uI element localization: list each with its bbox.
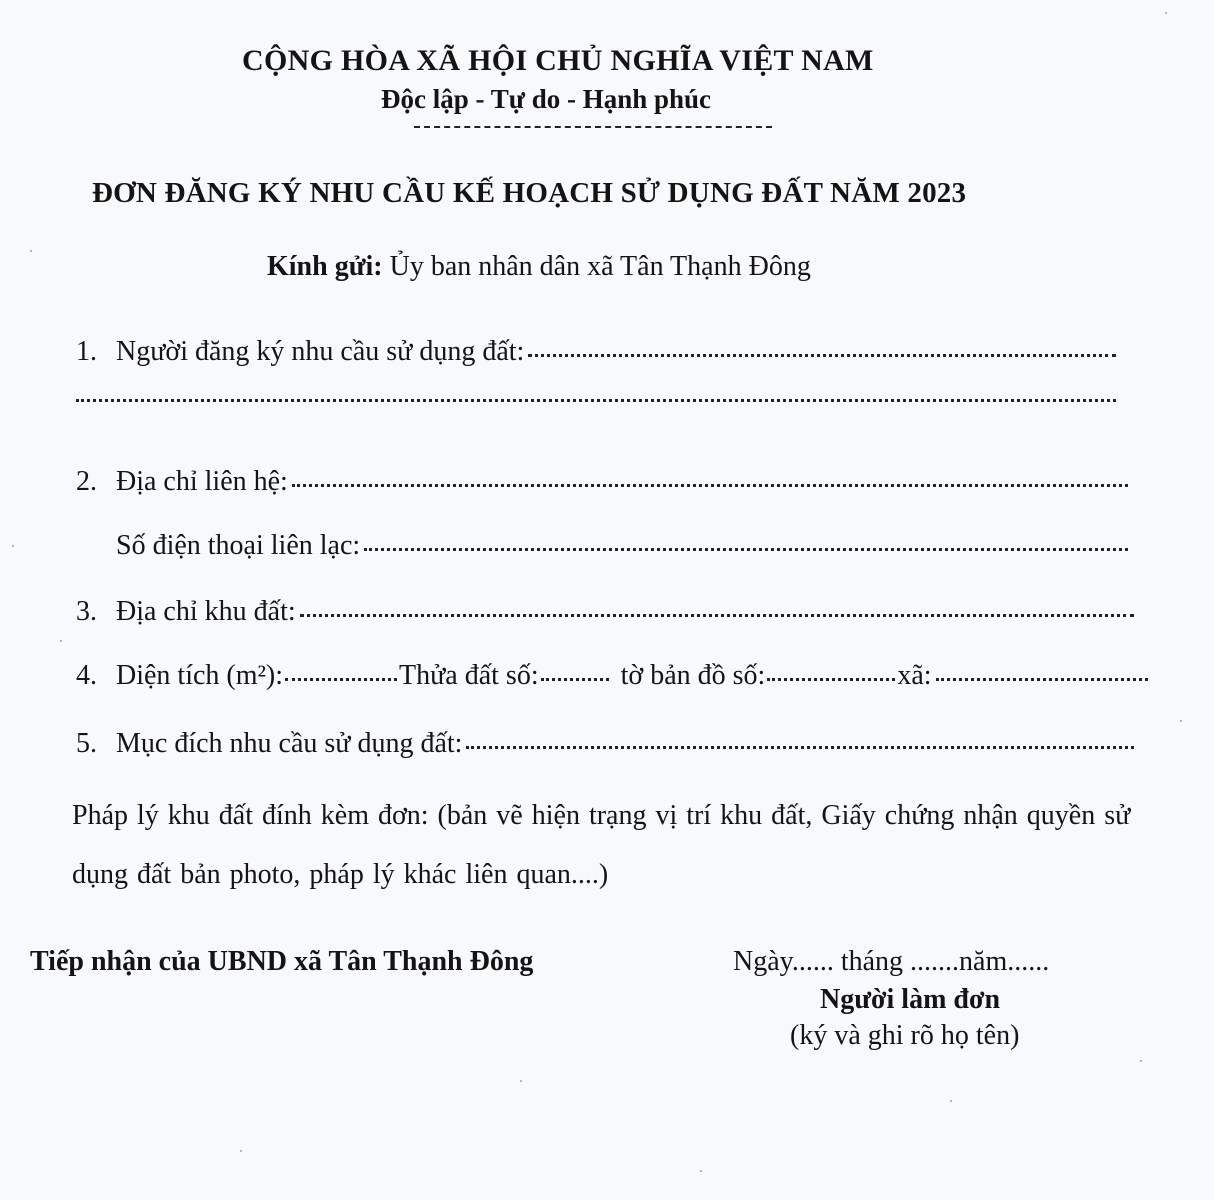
commune-blank[interactable] <box>936 674 1148 681</box>
header-separator <box>414 126 772 128</box>
scan-speck <box>1180 720 1182 722</box>
contact-address-blank[interactable] <box>292 480 1128 487</box>
phone-blank[interactable] <box>364 544 1128 551</box>
applicant-blank[interactable] <box>528 350 1116 357</box>
purpose-blank[interactable] <box>466 742 1134 749</box>
scan-speck <box>240 1150 242 1152</box>
scan-speck <box>520 1080 522 1082</box>
national-motto: Độc lập - Tự do - Hạnh phúc <box>381 84 712 114</box>
scan-speck <box>30 250 32 252</box>
legal-attachments-note: Pháp lý khu đất đính kèm đơn: (bản vẽ hiện trạng vị trí khu đất, Giấy chứng nhận quyền sử dụng đất bản photo, pháp lý khác liên quan....) <box>72 800 1131 890</box>
applicant-blank-2[interactable] <box>76 395 1116 402</box>
field-label: Địa chỉ khu đất: <box>116 596 296 627</box>
signature-note: (ký và ghi rõ họ tên) <box>790 1020 1020 1051</box>
recipient-label: Kính gửi: <box>267 251 383 282</box>
receiver-heading: Tiếp nhận của UBND xã Tân Thạnh Đông <box>30 946 534 977</box>
area-label: Diện tích (m²): <box>116 660 284 691</box>
land-address-blank[interactable] <box>300 610 1134 617</box>
map-sheet-blank[interactable] <box>767 674 895 681</box>
parcel-blank[interactable] <box>541 674 609 681</box>
field-number: 1. <box>76 336 97 367</box>
field-label: Người đăng ký nhu cầu sử dụng đất: <box>116 336 525 367</box>
commune-label: xã: <box>897 660 932 691</box>
field-land-address <box>76 596 1134 628</box>
area-blank[interactable] <box>285 674 397 681</box>
scan-speck <box>700 1170 702 1172</box>
applicant-heading: Người làm đơn <box>820 984 1001 1015</box>
field-label: Mục đích nhu cầu sử dụng đất: <box>116 728 463 759</box>
field-purpose <box>76 728 1134 760</box>
scan-speck <box>1165 12 1167 14</box>
field-area-parcel <box>76 660 1148 692</box>
field-applicant <box>76 336 1116 368</box>
scan-speck <box>950 1100 952 1102</box>
map-sheet-label: tờ bản đồ số: <box>620 660 766 691</box>
field-label: Địa chỉ liên hệ: <box>116 466 288 497</box>
scan-speck <box>12 545 14 547</box>
scan-speck <box>60 640 62 642</box>
recipient-value: Ủy ban nhân dân xã Tân Thạnh Đông <box>389 251 811 282</box>
scan-speck <box>1140 1060 1142 1062</box>
field-contact-address <box>76 466 1128 498</box>
field-number: 5. <box>76 728 97 759</box>
field-applicant-continued <box>76 398 1116 405</box>
field-phone <box>116 530 1128 562</box>
recipient-line <box>267 251 811 283</box>
form-title: ĐƠN ĐĂNG KÝ NHU CẦU KẾ HOẠCH SỬ DỤNG ĐẤT NĂM 2023 <box>92 177 967 209</box>
date-line: Ngày...... tháng .......năm...... <box>733 946 1050 977</box>
field-number: 3. <box>76 596 97 627</box>
field-number: 4. <box>76 660 97 691</box>
nation-heading: CỘNG HÒA XÃ HỘI CHỦ NGHĨA VIỆT NAM <box>242 44 874 77</box>
field-number: 2. <box>76 466 97 497</box>
field-label: Số điện thoại liên lạc: <box>116 530 361 561</box>
parcel-label: Thửa đất số: <box>399 660 539 691</box>
